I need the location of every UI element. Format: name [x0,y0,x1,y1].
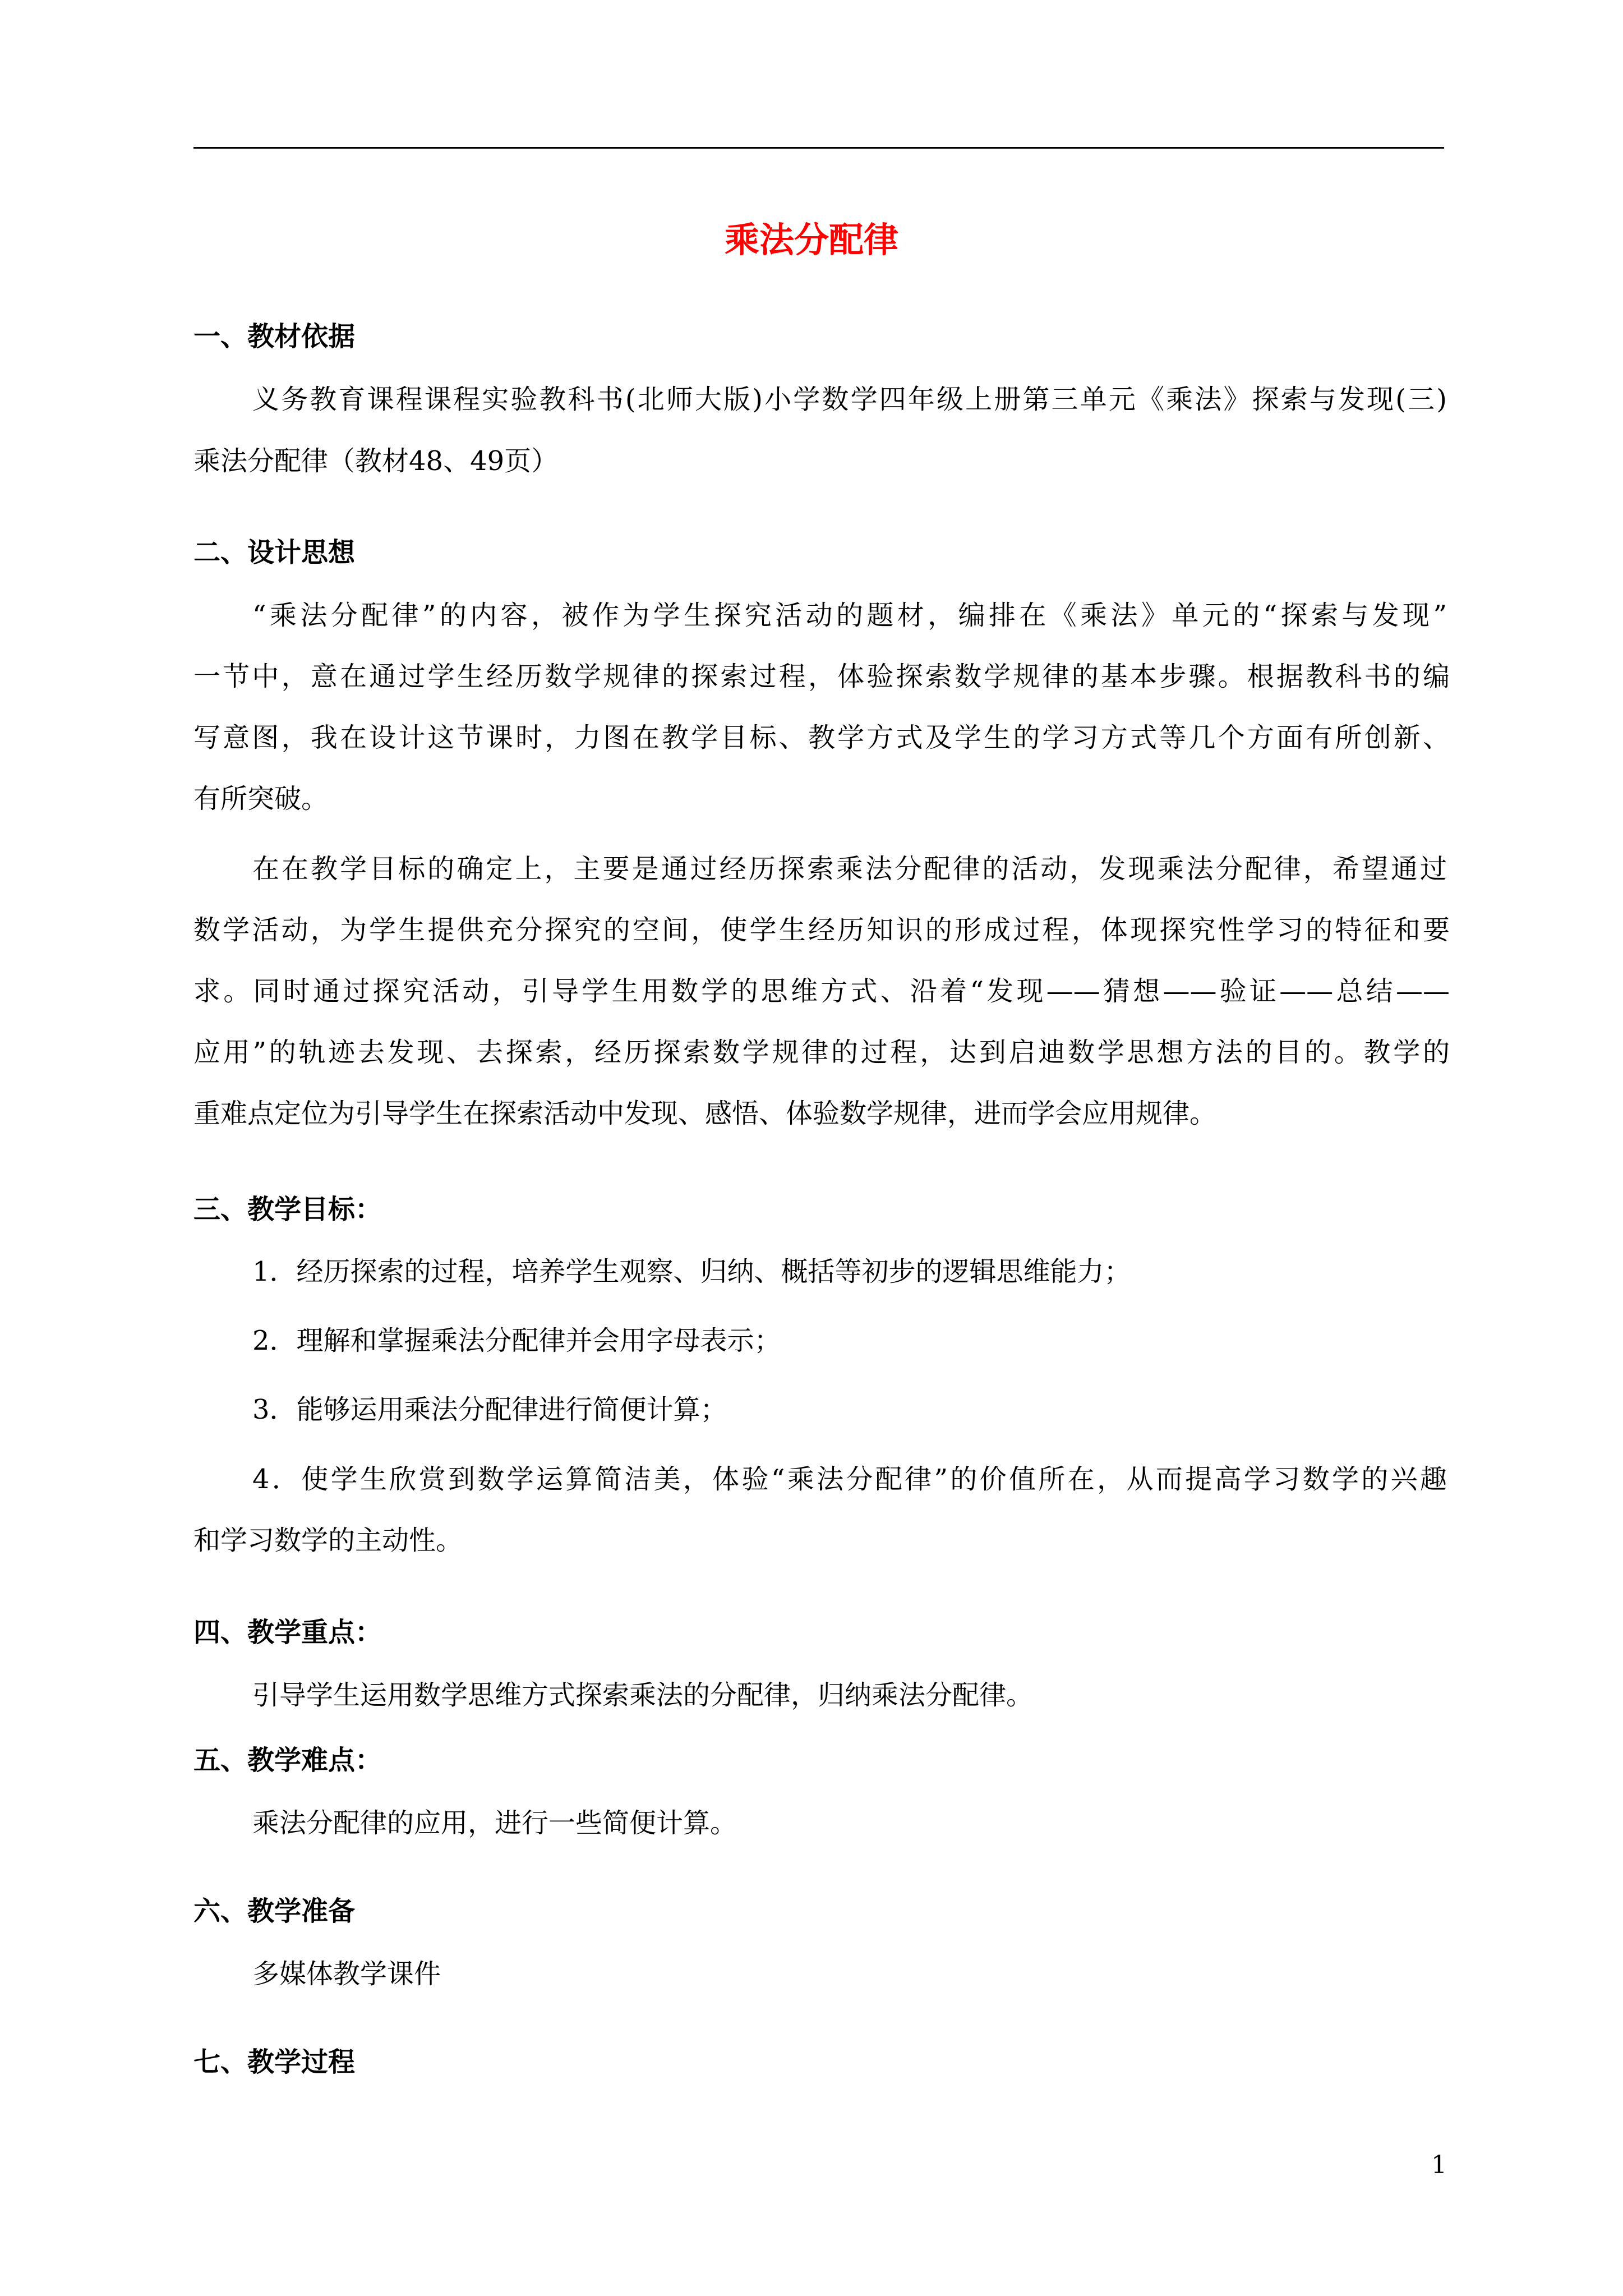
header-rule [193,147,1444,149]
design-idea-p2-line-3: 求。同时通过探究活动，引导学生用数学的思维方式、沿着“发现——猜想——验证——总结—— [193,976,1450,1007]
section-heading-textbook-basis: 一、教材依据 [193,321,356,352]
difficulty-text: 乘法分配律的应用，进行一些简便计算。 [252,1807,737,1839]
teaching-goal-item-2: 2．理解和掌握乘法分配律并会用字母表示； [252,1325,781,1356]
textbook-basis-line-1: 义务教育课程课程实验教科书(北师大版)小学数学四年级上册第三单元《乘法》探索与发现(三) [252,384,1447,415]
design-idea-p1-line-4: 有所突破。 [193,783,329,815]
section-heading-teaching-process: 七、教学过程 [193,2046,356,2078]
design-idea-p2-line-1: 在在教学目标的确定上，主要是通过经历探索乘法分配律的活动，发现乘法分配律，希望通过 [252,853,1447,885]
key-point-text: 引导学生运用数学思维方式探索乘法的分配律，归纳乘法分配律。 [252,1680,1034,1711]
section-heading-difficulty: 五、教学难点： [193,1745,382,1776]
design-idea-p1-line-3: 写意图，我在设计这节课时，力图在教学目标、教学方式及学生的学习方式等几个方面有所创新、 [193,722,1450,753]
section-heading-preparation: 六、教学准备 [193,1895,356,1927]
preparation-text: 多媒体教学课件 [252,1958,441,1990]
design-idea-p1-line-1: “乘法分配律”的内容，被作为学生探究活动的题材，编排在《乘法》单元的“探索与发现” [252,600,1447,631]
teaching-goal-item-3: 3．能够运用乘法分配律进行简便计算； [252,1394,727,1425]
design-idea-p2-line-5: 重难点定位为引导学生在探索活动中发现、感悟、体验数学规律，进而学会应用规律。 [193,1098,1217,1129]
design-idea-p2-line-2: 数学活动，为学生提供充分探究的空间，使学生经历知识的形成过程，体现探究性学习的特征和要 [193,914,1450,946]
design-idea-p2-line-4: 应用”的轨迹去发现、去探索，经历探索数学规律的过程，达到启迪数学思想方法的目的。教学的 [193,1037,1450,1068]
section-heading-key-point: 四、教学重点： [193,1617,382,1648]
textbook-basis-line-2: 乘法分配律（教材48、49页） [193,445,559,477]
teaching-goal-item-4: 4．使学生欣赏到数学运算简洁美，体验“乘法分配律”的价值所在，从而提高学习数学的兴趣 [252,1464,1447,1495]
section-heading-design-idea: 二、设计思想 [193,537,356,568]
section-heading-teaching-goals: 三、教学目标： [193,1194,382,1225]
document-title: 乘法分配律 [724,219,898,260]
teaching-goal-item-1: 1．经历探索的过程，培养学生观察、归纳、概括等初步的逻辑思维能力； [252,1256,1131,1287]
page-number: 1 [1431,2151,1447,2179]
design-idea-p1-line-2: 一节中，意在通过学生经历数学规律的探索过程，体验探索数学规律的基本步骤。根据教科书的编 [193,661,1450,692]
teaching-goal-item-4-cont: 和学习数学的主动性。 [193,1525,463,1556]
